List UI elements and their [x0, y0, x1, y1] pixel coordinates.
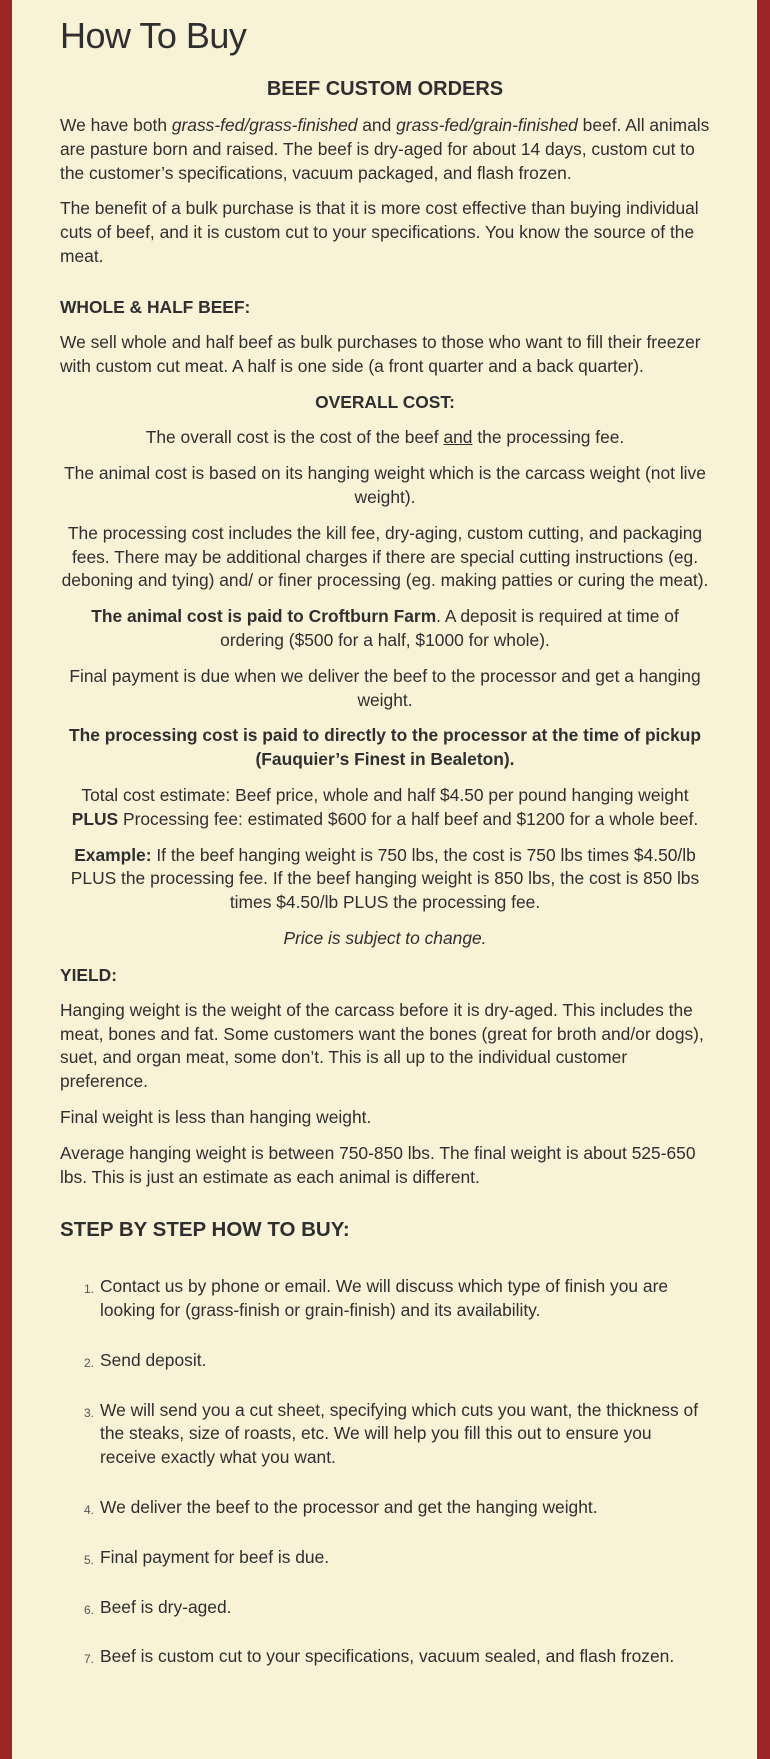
step-text: Send deposit. [100, 1349, 207, 1370]
step-number: 1. [84, 1282, 95, 1297]
intro-paragraph-2: The benefit of a bulk purchase is that it is more cost effective than buying individual cuts of beef, and it is custom cut to your specifications. You know the source of the meat. [60, 198, 699, 266]
list-item [84, 1546, 710, 1570]
list-item [84, 1399, 710, 1470]
animal-cost-bold: The animal cost is paid to Croftburn Farm [91, 606, 437, 627]
list-item [84, 1496, 710, 1520]
step-text: Beef is custom cut to your specifications, vacuum sealed, and flash frozen. [100, 1646, 675, 1667]
page-subtitle: BEEF CUSTOM ORDERS [266, 78, 504, 100]
yield-p3: Average hanging weight is between 750-850 lbs. The final weight is about 525-650 lbs. This is just an estimate as each animal is different. [60, 1142, 696, 1187]
step-text: Final payment for beef is due. [100, 1546, 330, 1567]
page-title: How To Buy [60, 15, 247, 56]
list-item [84, 1349, 710, 1373]
overall-cost-p2: The animal cost is based on its hanging weight which is the carcass weight (not live weight). [64, 463, 706, 507]
plus-bold: PLUS [71, 808, 119, 829]
whole-half-text: We sell whole and half beef as bulk purchases to those who want to fill their freezer with custom cut meat. A half is one side (a front quarter and a back quarter). [60, 331, 701, 376]
price-disclaimer [60, 927, 710, 951]
total-cost-estimate [60, 784, 710, 832]
step-text: Contact us by phone or email. We will discuss which type of finish you are looking for (grass-finish or grain-finish) and its availability. [100, 1276, 669, 1321]
list-item [84, 1645, 710, 1669]
total-cost-a: Total cost estimate: Beef price, whole and half $4.50 per pound hanging weight [81, 784, 689, 805]
example-paragraph [60, 844, 710, 915]
step-number: 6. [84, 1602, 95, 1617]
animal-cost-rest: . A deposit is required at time of ordering ($500 for a half, $1000 for whole). [220, 606, 679, 650]
step-number: 7. [84, 1652, 95, 1667]
overall-cost-p5: Final payment is due when we deliver the beef to the processor and get a hanging weight. [69, 665, 701, 710]
overall-cost-p4 [60, 605, 710, 653]
processing-cost-bold: The processing cost is paid to directly to the processor at the time of pickup (Fauquier’s Finest in Bealeton). [69, 725, 701, 770]
page-panel [12, 0, 757, 1759]
total-cost-c: Processing fee: estimated $600 for a half beef and $1200 for a whole beef. [118, 808, 699, 829]
step-number: 4. [84, 1503, 95, 1518]
intro-text-a: We have both [60, 115, 172, 135]
grass-finished-term: grass-fed/grass-finished [171, 115, 358, 135]
overall-cost-p1-a: The overall cost is the cost of the beef [145, 427, 444, 448]
yield-p2: Final weight is less than hanging weight. [60, 1106, 372, 1127]
step-number: 2. [84, 1355, 95, 1370]
example-text: If the beef hanging weight is 750 lbs, the cost is 750 lbs times $4.50/lb PLUS the processing fee. If the beef hanging weight is 850 lbs, the cost is 850 lbs times $4.50/lb PLUS the processing fee. [70, 844, 700, 913]
and-emphasis: and [443, 427, 473, 448]
step-number: 3. [84, 1405, 95, 1420]
step-text: Beef is dry-aged. [100, 1596, 232, 1617]
intro-paragraph-1 [60, 114, 710, 185]
intro-text-e: beef. All animals are pasture born and raised. The beef is dry-aged for about 14 days, custom cut to the customer’s specifications, vacuum packaged, and flash frozen. [60, 115, 710, 183]
overall-cost-p1 [60, 426, 710, 450]
steps-heading: STEP BY STEP HOW TO BUY: [60, 1218, 350, 1242]
grain-finished-term: grass-fed/grain-finished [396, 115, 578, 135]
overall-cost-p3: The processing cost includes the kill fee, dry-aging, custom cutting, and packaging fees. There may be additional charges if there are special cutting instructions (eg. deboning and tying) and/ or finer processing (eg. making patties or curing the meat). [61, 522, 709, 591]
step-text: We deliver the beef to the processor and get the hanging weight. [100, 1497, 598, 1518]
steps-list [60, 1275, 710, 1669]
list-item [84, 1596, 710, 1620]
content-column [60, 0, 710, 1695]
step-text: We will send you a cut sheet, specifying which cuts you want, the thickness of the steaks, size of roasts, etc. We will help you fill this out to ensure you receive exactly what you want. [100, 1399, 699, 1468]
yield-heading: YIELD: [60, 964, 118, 985]
overall-cost-p1-c: the processing fee. [472, 427, 625, 448]
example-label: Example: [74, 844, 152, 865]
overall-cost-heading: OVERALL COST: [315, 392, 455, 413]
list-item [84, 1275, 710, 1323]
whole-half-heading: WHOLE & HALF BEEF: [60, 296, 251, 317]
step-number: 5. [84, 1552, 95, 1567]
price-disclaimer-text: Price is subject to change. [283, 927, 487, 948]
overall-cost-p6 [60, 724, 710, 772]
intro-text-c: and [357, 115, 397, 135]
yield-p1: Hanging weight is the weight of the carcass before it is dry-aged. This includes the meat, bones and fat. Some customers want the bones (great for broth and/or dogs), suet, and organ meat, some don’t. This is all up to the individual customer preference. [60, 999, 704, 1092]
